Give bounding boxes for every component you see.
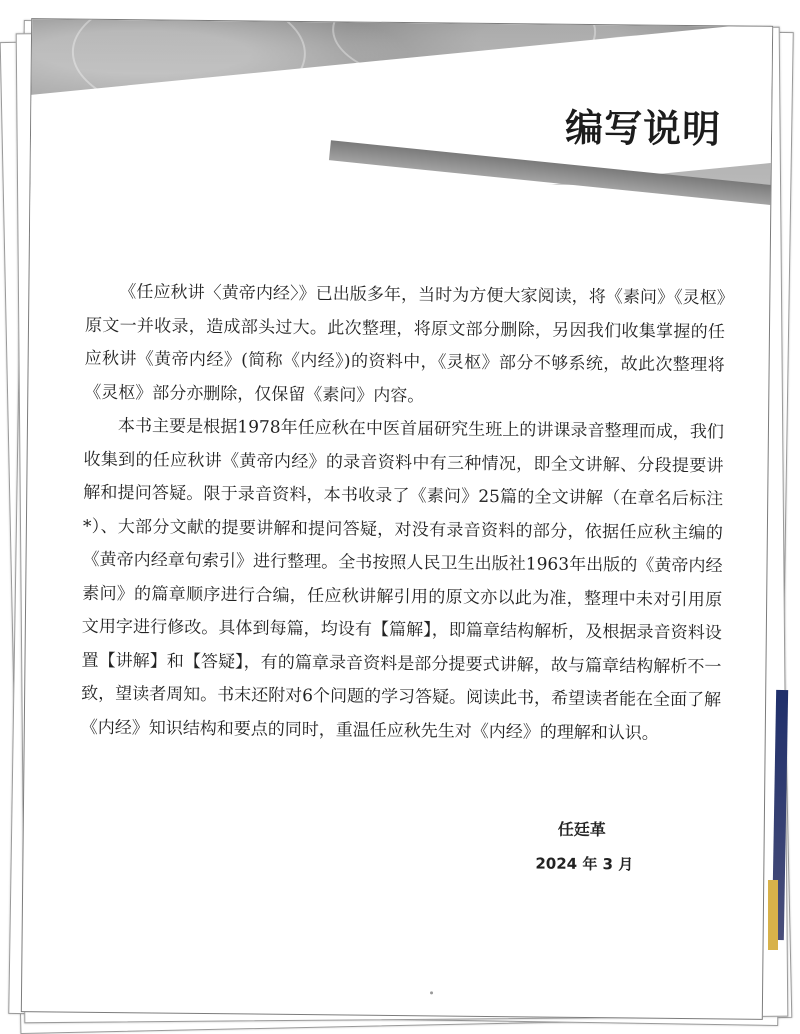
book-spine-accent-yellow — [768, 880, 778, 950]
paragraph: 本书主要是根据1978年任应秋在中医首届研究生班上的讲课录音整理而成，我们收集到的任应秋讲《黄帝内经》的录音资料中有三种情况，即全文讲解、分段提要讲解和提问答疑。限于录音资料，本书收录了《素问》25篇的全文讲解（在章名后标注*）、大部分文献的提要讲解和提问答疑，对没有录音资料的部分，依据任应秋主编的《黄帝内经章句索引》进行整理。全书按照人民卫生出版社1963年出版的《黄帝内经素问》的篇章顺序进行合编，任应秋讲解引用的原文亦以此为准，整理中未对引用原文用字进行修改。具体到每篇，均设有【篇解】，即篇章结构解析，及根据录音资料设置【讲解】和【答疑】，有的篇章录音资料是部分提要式讲解，故与篇章结构解析不一致，望读者周知。书末还附对6个问题的学习答疑。阅读此书，希望读者能在全面了解《内经》知识结构和要点的同时，重温任应秋先生对《内经》的理解和认识。 — [80, 416, 725, 744]
signature-date: 2024 年 3 月 — [535, 854, 634, 874]
paragraph: 《任应秋讲〈黄帝内经〉》已出版多年，当时为方便大家阅读，将《素问》《灵枢》原文一并收录，造成部头过大。此次整理，将原文部分删除，另因我们收集掌握的任应秋讲《黄帝内经》(简称《内经》)的资料中，《灵枢》部分不够系统，故此次整理将《灵枢》部分亦删除，仅保留《素问》内容。 — [84, 282, 726, 406]
page-speck — [430, 991, 433, 994]
document-page — [21, 18, 773, 1020]
header-banner — [31, 19, 773, 187]
author-signature: 任廷革 — [557, 819, 606, 840]
page-title: 编写说明 — [564, 104, 722, 152]
body-text — [81, 276, 726, 752]
